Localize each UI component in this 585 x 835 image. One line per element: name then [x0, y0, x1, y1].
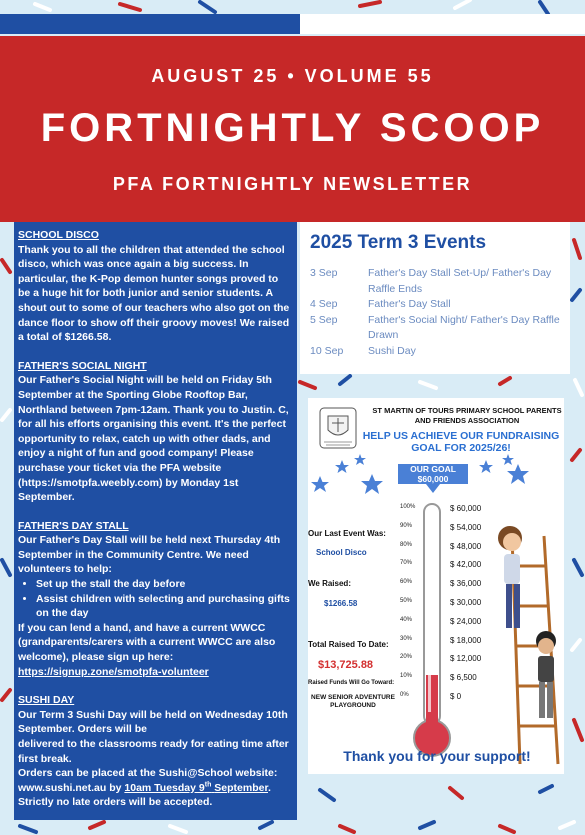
sushi-deadline-date: 10am Tuesday 9: [124, 781, 205, 794]
percent-tick: 20%: [400, 654, 413, 661]
goal-label: OUR GOAL: [410, 464, 456, 474]
volunteer-signup-link[interactable]: https://signup.zone/smotpfa-volunteer: [18, 665, 209, 678]
amount-tick: $ 30,000: [450, 598, 482, 607]
events-list: [310, 266, 570, 359]
star-icon: [502, 454, 514, 465]
volunteer-task-list: [36, 577, 293, 621]
raised-label: We Raised:: [308, 579, 351, 588]
raised-value: $1266.58: [324, 599, 358, 608]
star-icon: [507, 464, 529, 484]
top-bar-blue: [0, 14, 300, 34]
fundraising-poster: [308, 398, 564, 774]
sushi-day-line3: [18, 766, 293, 810]
newsletter-header: [0, 36, 585, 222]
newsletter-title: FORTNIGHTLY SCOOP: [40, 106, 545, 150]
event-description: Father's Social Night/ Father's Day Raffle Drawn: [368, 313, 560, 341]
funds-toward-label: Raised Funds Will Go Toward:: [308, 680, 395, 686]
school-disco-body: Thank you to all the children that attended the school disco, which was once again a big success. In particular, the K-Pop demon hunter songs proved to be a huge hit for both junior and senior students. A shout out to some of our teachers who also got on the dance floor to show off their groovy moves! We raised a total of $1266.58.: [18, 243, 290, 344]
event-row: [310, 266, 570, 297]
event-date: 3 Sep: [310, 267, 338, 279]
thank-you-message: Thank you for your support!: [343, 748, 531, 764]
percent-tick: 100%: [400, 504, 416, 510]
percent-tick: 60%: [400, 579, 413, 586]
school-disco-title: SCHOOL DISCO: [18, 229, 99, 241]
star-icon: [354, 454, 366, 465]
fundraising-thermometer: [412, 502, 452, 762]
sushi-order-text: Orders can be placed at the Sushi@School website: www.sushi.net.au by: [18, 767, 278, 794]
event-row: [310, 313, 570, 344]
top-bar-white: [300, 14, 585, 34]
school-crest-icon: [314, 404, 362, 452]
children-on-ladder-illustration: [494, 496, 564, 766]
event-date: 10 Sep: [310, 344, 344, 357]
funds-toward-value: NEW SENIOR ADVENTURE PLAYGROUND: [311, 694, 395, 709]
list-item: • Assist children with selecting and purchasing gifts on the day: [36, 592, 293, 621]
sushi-order-note: . Strictly no late orders will be accepted.: [18, 781, 271, 809]
school-name: ST MARTIN OF TOURS PRIMARY SCHOOL PARENTS AND FRIENDS ASSOCIATION: [372, 406, 562, 425]
star-icon: [311, 476, 329, 492]
sushi-deadline-month: September: [214, 781, 268, 794]
total-raised-value: $13,725.88: [318, 659, 374, 671]
percent-tick: 90%: [400, 522, 413, 529]
amount-tick: $ 6,500: [450, 673, 477, 683]
last-event-label: Our Last Event Was:: [308, 529, 386, 538]
amount-tick: $ 54,000: [450, 522, 482, 532]
amount-tick: $ 36,000: [450, 579, 482, 589]
percent-tick: 80%: [400, 541, 413, 548]
event-description: Father's Day Stall: [368, 298, 451, 310]
amount-tick: $ 60,000: [450, 504, 482, 513]
event-row: [310, 297, 570, 313]
star-icon: [335, 460, 349, 473]
percent-tick: 10%: [400, 673, 413, 680]
sushi-deadline: [124, 782, 268, 794]
newsletter-subtitle: PFA FORTNIGHTLY NEWSLETTER: [112, 174, 473, 194]
fathers-social-night-title: FATHER'S SOCIAL NIGHT: [18, 359, 147, 372]
issue-line: AUGUST 25 • VOLUME 55: [151, 66, 434, 86]
amount-tick: $ 48,000: [450, 541, 482, 551]
goal-ribbon-label: [398, 464, 468, 484]
fathers-day-stall-intro: Our Father's Day Stall will be held next Thursday 4th September in the Community Centre. We need volunteers to help:: [18, 534, 281, 576]
event-description: Sushi Day: [368, 344, 416, 357]
fundraising-headline: HELP US ACHIEVE OUR FUNDRAISING GOAL FOR 2025/26!: [362, 430, 560, 454]
event-row: [310, 344, 570, 360]
events-title: 2025 Term 3 Events: [310, 232, 487, 253]
event-date: 4 Sep: [310, 298, 338, 310]
amount-tick: $ 24,000: [450, 616, 482, 626]
percent-tick: 50%: [400, 598, 413, 604]
amount-tick: $ 12,000: [450, 654, 482, 664]
amount-tick: $ 18,000: [450, 635, 482, 645]
percent-tick: 30%: [400, 635, 413, 642]
event-date: 5 Sep: [310, 313, 338, 326]
last-event-value: School Disco: [316, 548, 367, 557]
star-icon: [479, 460, 493, 473]
events-panel: [300, 222, 570, 374]
sushi-day-line1: Our Term 3 Sushi Day will be held on Wednesday 10th September. Orders will be: [18, 708, 288, 736]
fathers-day-stall-outro: If you can lend a hand, and have a current WWCC (grandparents/carers with a current WWCC are also welcome), please sign up here:: [18, 621, 276, 664]
sushi-deadline-suffix: th: [204, 781, 212, 789]
sushi-day-title: SUSHI DAY: [18, 694, 75, 707]
total-raised-label: Total Raised To Date:: [308, 640, 389, 649]
amount-tick: $ 42,000: [450, 560, 482, 570]
goal-amount: $60,000: [417, 474, 449, 484]
percent-tick: 0%: [400, 692, 409, 698]
percent-tick: 70%: [400, 560, 413, 567]
amount-tick: $ 0: [450, 692, 462, 701]
star-icon: [361, 474, 383, 494]
news-panel: [14, 222, 297, 820]
percent-tick: 40%: [400, 616, 413, 623]
event-description: Father's Day Stall Set-Up/ Father's Day Raffle Ends: [368, 267, 552, 295]
fathers-day-stall-title: FATHER'S DAY STALL: [18, 519, 129, 532]
thermometer-fill: [426, 675, 438, 738]
list-item: • Set up the stall the day before: [36, 577, 293, 592]
fathers-social-night-body: Our Father's Social Night will be held on Friday 5th September at the Sporting Globe Rooftop Bar, Northland between 7pm-12am. Thank you to Justin. C, for all his efforts organising this event. It's the perfect opportunity to relax, catch up with other dads, and enjoy a night of fun and good company! Please purchase your ticket via the PFA website (https://smotpfa.weebly.com) by Monday 1st September.: [18, 374, 289, 504]
sushi-day-line2: delivered to the classrooms ready for eating time after first break.: [18, 738, 289, 765]
